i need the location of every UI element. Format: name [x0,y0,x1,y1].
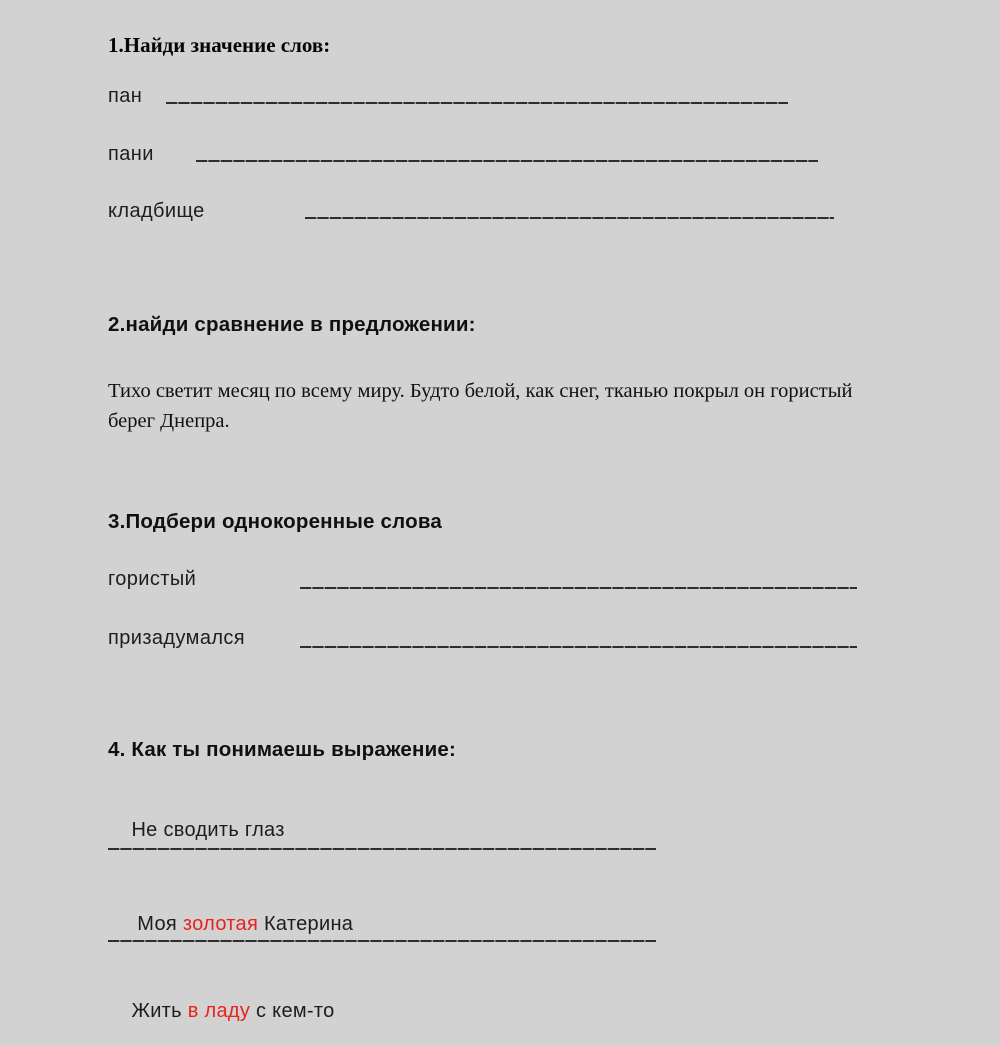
word-label-pani: пани [108,143,154,165]
word-label-pan: пан [108,85,143,107]
answer-line [300,587,857,589]
task-1-heading: 1.Найди значение слов: [108,33,331,57]
expression-text: Жить [131,1000,188,1022]
expression-zolotaya-katerina [108,890,353,959]
task-2-heading: 2.найди сравнение в предложении: [108,313,476,336]
answer-line [108,848,656,850]
task-3-heading: 3.Подбери однокоренные слова [108,510,442,533]
word-label-kladbishche: кладбище [108,200,205,222]
answer-line [108,940,656,942]
answer-line [166,102,788,104]
expression-zhit-v-ladu [108,977,335,1046]
answer-line [305,217,834,219]
word-label-goristy: гористый [108,568,197,590]
word-label-prizadumalsya: призадумался [108,627,246,649]
expression-text: с кем-то [250,1000,335,1022]
answer-line [196,160,818,162]
expression-ne-svodit-glaz [108,796,285,865]
answer-line [300,646,857,648]
task-2-sentence: Тихо светит месяц по всему миру. Будто белой, как снег, тканью покрыл он гористый берег Днепра. [108,380,853,432]
expression-highlight: в ладу [187,1000,251,1022]
expression-text: Катерина [258,913,354,935]
task-4-heading: 4. Как ты понимаешь выражение: [108,738,457,761]
expression-highlight: золотая [182,913,259,935]
expression-text: Не сводить глаз [131,819,285,841]
expression-text: Моя [131,913,183,935]
